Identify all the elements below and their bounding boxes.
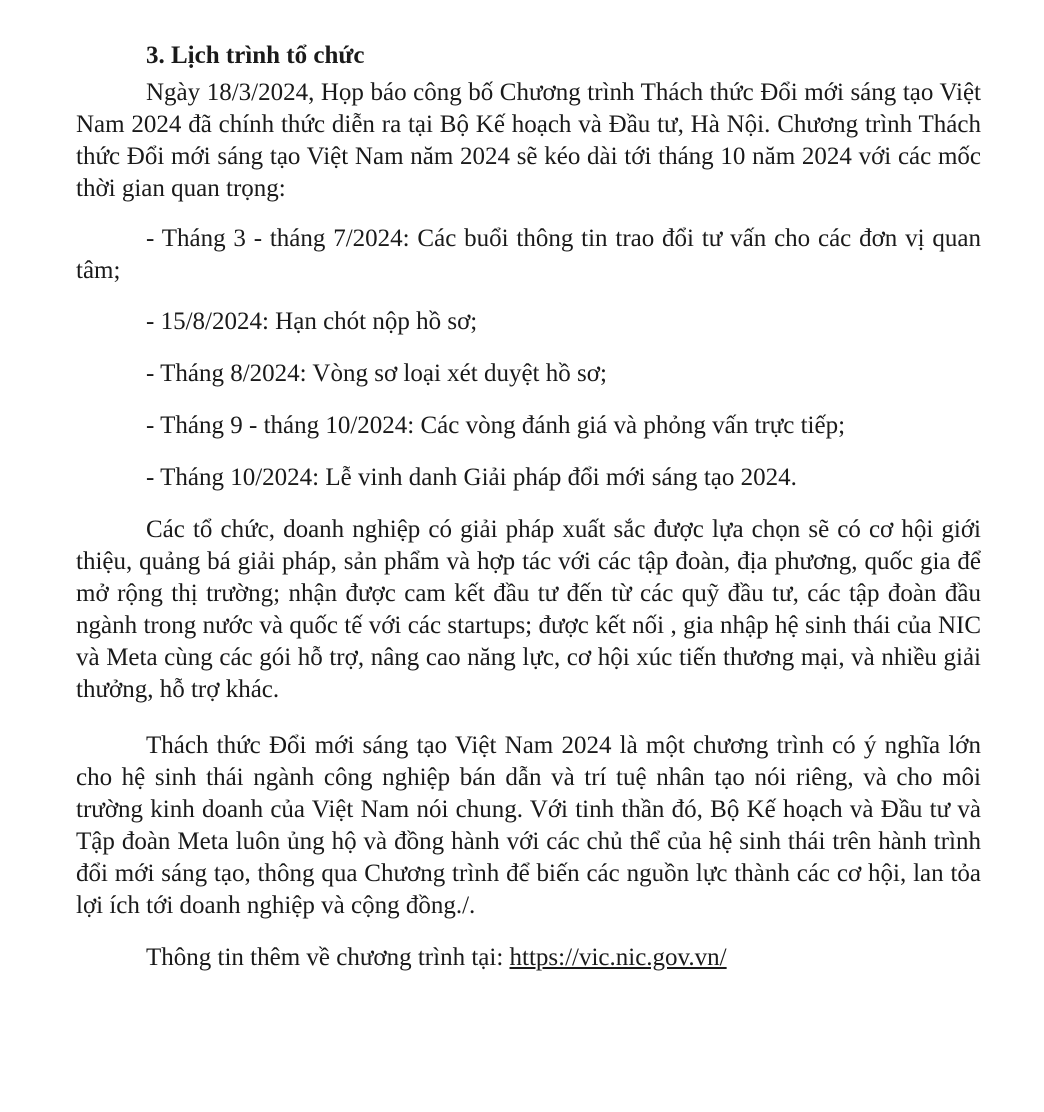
timeline-item: - Tháng 8/2024: Vòng sơ loại xét duyệt hồ sơ; [146,360,607,387]
document-page [76,40,981,974]
timeline-item: - 15/8/2024: Hạn chót nộp hồ sơ; [146,308,478,335]
intro-paragraph: Ngày 18/3/2024, Họp báo công bố Chương trình Thách thức Đổi mới sáng tạo Việt Nam 2024 đã chính thức diễn ra tại Bộ Kế hoạch và Đầu tư, Hà Nội. Chương trình Thách thức Đổi mới sáng tạo Việt Nam năm 2024 sẽ kéo dài tới tháng 10 năm 2024 với các mốc thời gian quan trọng: [76,79,981,202]
program-website-link[interactable]: https://vic.nic.gov.vn/ [509,944,727,971]
section-heading: 3. Lịch trình tổ chức [146,42,365,69]
timeline-item: - Tháng 10/2024: Lễ vinh danh Giải pháp đổi mới sáng tạo 2024. [146,464,797,491]
timeline-item: - Tháng 3 - tháng 7/2024: Các buổi thông tin trao đổi tư vấn cho các đơn vị quan tâm; [76,225,981,284]
timeline-item: - Tháng 9 - tháng 10/2024: Các vòng đánh giá và phỏng vấn trực tiếp; [146,412,846,439]
closing-paragraph: Thách thức Đổi mới sáng tạo Việt Nam 2024 là một chương trình có ý nghĩa lớn cho hệ sinh thái ngành công nghiệp bán dẫn và trí tuệ nhân tạo nói riêng, và cho môi trường kinh doanh của Việt Nam nói chung. Với tinh thần đó, Bộ Kế hoạch và Đầu tư và Tập đoàn Meta luôn ủng hộ và đồng hành với các chủ thể của hệ sinh thái trên hành trình đổi mới sáng tạo, thông qua Chương trình để biến các nguồn lực thành các cơ hội, lan tỏa lợi ích tới doanh nghiệp và cộng đồng./. [76,732,981,919]
more-info-line [76,942,981,974]
benefits-paragraph: Các tổ chức, doanh nghiệp có giải pháp xuất sắc được lựa chọn sẽ có cơ hội giới thiệu, quảng bá giải pháp, sản phẩm và hợp tác với các tập đoàn, địa phương, quốc gia để mở rộng thị trường; nhận được cam kết đầu tư đến từ các quỹ đầu tư, các tập đoàn đầu ngành trong nước và quốc tế với các startups; được kết nối , gia nhập hệ sinh thái của NIC và Meta cùng các gói hỗ trợ, nâng cao năng lực, cơ hội xúc tiến thương mại, và nhiều giải thưởng, hỗ trợ khác. [76,516,981,703]
more-info-label: Thông tin thêm về chương trình tại: [146,944,510,971]
